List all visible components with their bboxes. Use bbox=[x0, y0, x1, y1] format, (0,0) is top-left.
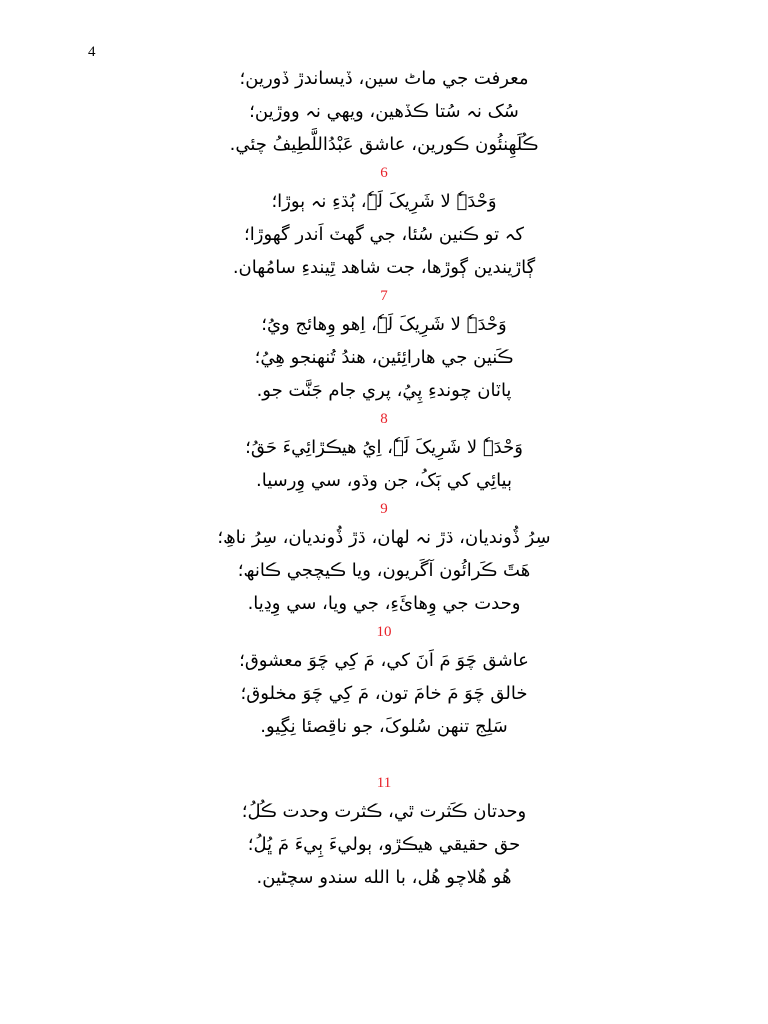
verse-line: ھَٿَ ڪَرائُون آگَريون، ويا ڪيچجي ڪانھ؛ bbox=[237, 560, 531, 581]
stanza-spacer bbox=[0, 743, 768, 771]
verse-line: وَحْدَہٗ لا شَرِيکَ لَہٗ، اِيُ ھيڪڙائِيءَ حَقُ؛ bbox=[245, 437, 523, 458]
stanza-number: 9 bbox=[380, 501, 388, 517]
verse-line: سَلِج تنھن سُلوکَ، جو ناقِصئا نِگِيو. bbox=[260, 716, 508, 737]
stanza-6 bbox=[0, 161, 768, 284]
verse-line: خالق چَوَ مَ خامَ تون، مَ کِي چَوَ مخلوق؛ bbox=[240, 683, 528, 704]
stanza-9 bbox=[0, 497, 768, 620]
verse-line: حق حقيقي ھيڪڙو، ٻوليءَ ٻِيءَ مَ ڀُلُ؛ bbox=[247, 834, 521, 855]
stanza-10 bbox=[0, 620, 768, 743]
page-number: 4 bbox=[88, 44, 96, 60]
stanza-number: 7 bbox=[380, 288, 388, 304]
verse-line: ڳاڙيندين ڳوڙھا، جت شاھد ٿِيندءِ سامُھان. bbox=[232, 257, 536, 278]
verse-line: کہ تو ڪنين سُئا، جي گھٽ اَندر گھوڙا؛ bbox=[244, 224, 524, 245]
stanza-number: 8 bbox=[380, 411, 388, 427]
stanza-number: 6 bbox=[380, 165, 388, 181]
verse-line: وَحْدَہٗ لا شَرِيکَ لَہٗ، اِھو وِھائج ويُ؛ bbox=[261, 314, 507, 335]
verse-line: ٻيائِي کي ٻَکُ، جن وڌو، سي وِرسيا. bbox=[256, 470, 512, 491]
verse-line: عاشق چَوَ مَ اَنَ کي، مَ کِي چَوَ معشوق؛ bbox=[239, 650, 529, 671]
verse-line: سِرُ ڏُونديان، ڌڙ نہ لھان، ڌڙ ڏُونديان، سِرُ ناھِ؛ bbox=[217, 527, 551, 548]
stanza-number: 10 bbox=[376, 624, 392, 640]
stanza-number: 11 bbox=[376, 775, 392, 791]
verse-line: معرفت جي ماٹ سين، ڏيساندڙ ڏورين؛ bbox=[239, 68, 529, 89]
verse-line: وحدتان ڪَثرت ٿي، ڪثرت وحدت ڪُلُ؛ bbox=[241, 801, 527, 822]
poem-body bbox=[0, 62, 768, 894]
stanza-11 bbox=[0, 771, 768, 894]
verse-line: سُک نہ سُتا ڪڏھين، ويھي نہ ووڙين؛ bbox=[249, 101, 519, 122]
verse-line: وَحْدَہٗ لا شَرِيکَ لَہٗ، ٻُڌءِ نہ ٻوڙا؛ bbox=[271, 191, 497, 212]
verse-line: ڪُلَھِنئُون ڪورين، عاشق عَبْدُاللَّطِيفُ چئي. bbox=[229, 134, 539, 155]
verse-line: وحدت جي وِھائَءِ، جي ويا، سي وِڍيا. bbox=[247, 593, 521, 614]
stanza-8 bbox=[0, 407, 768, 497]
stanza-7 bbox=[0, 284, 768, 407]
stanza-intro bbox=[0, 62, 768, 161]
verse-line: ڪَنين جي ھارائِئين، ھندُ تُنھنجو ھِيُ؛ bbox=[254, 347, 514, 368]
verse-line: پاٽان چوندءِ پِيُ، پري جام جَنَّت جو. bbox=[256, 380, 512, 401]
verse-line: ھُو ھُلاچو ھُل، با الله سندو سچڻين. bbox=[256, 867, 512, 888]
